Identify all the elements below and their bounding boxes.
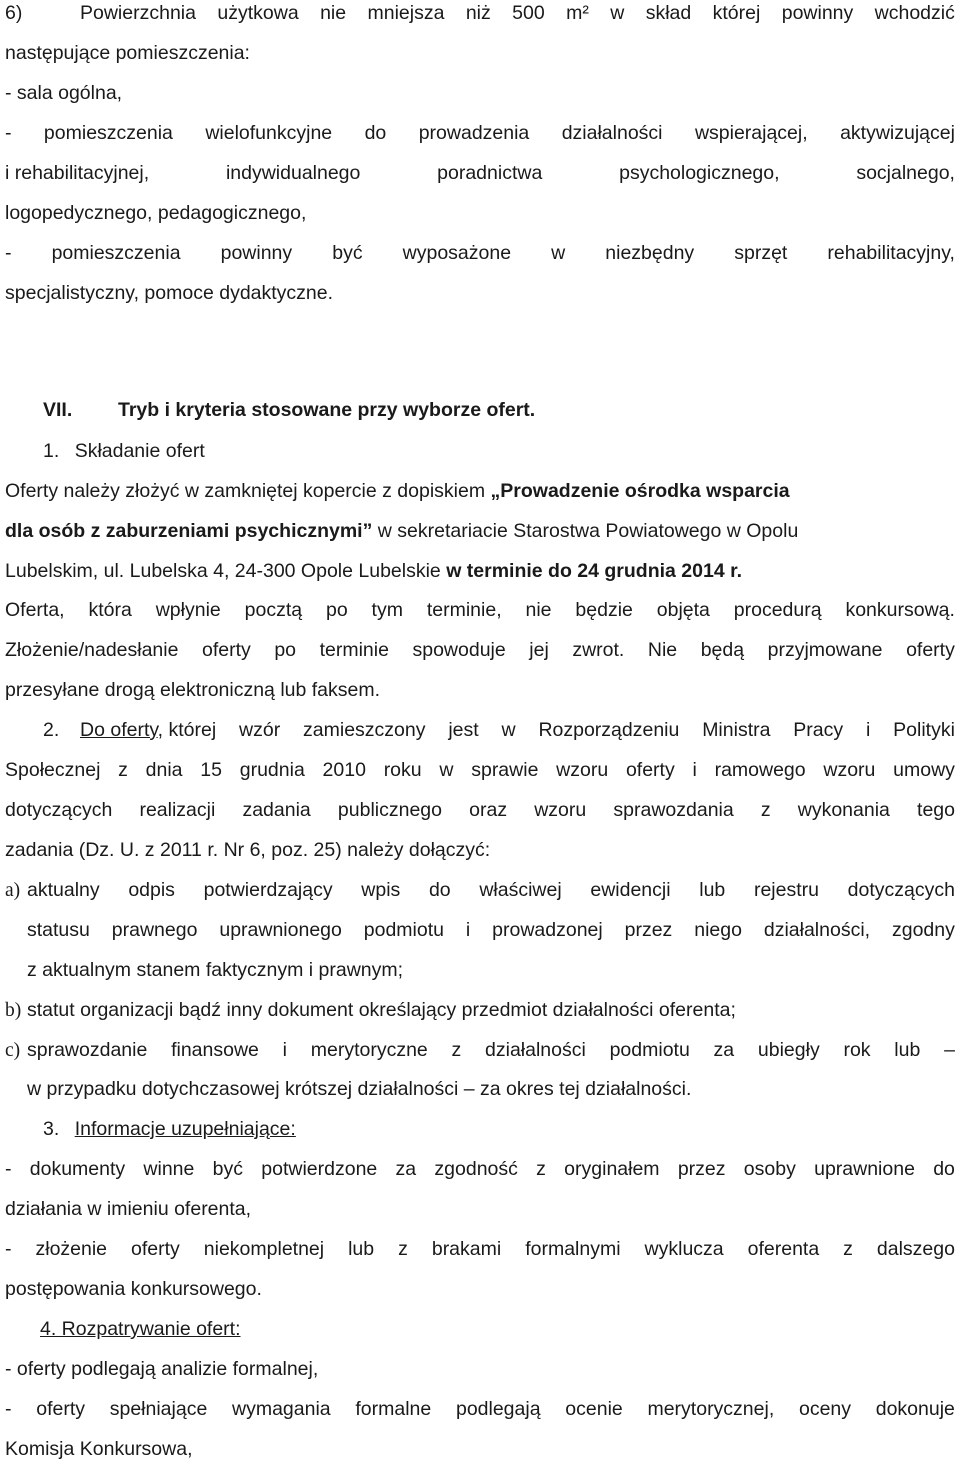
section-7-roman: VII. [43,399,73,421]
word: oferty [625,759,675,781]
word: użytkowa [217,2,299,24]
word: winne [143,1158,195,1180]
word: z [843,1238,853,1260]
section-6-line-4 [5,120,955,146]
word: rok [843,1039,871,1061]
word: po [325,599,348,621]
list-item-a-line-2 [27,917,955,943]
word: oferty [906,639,955,661]
word: powinny [220,242,293,264]
word: socjalnego, [856,162,955,184]
word: zadania [242,799,311,821]
item-2-line-3 [5,797,955,823]
item-1-line-3: Lubelskim, ul. Lubelska 4, 24-300 Opole Lubelskie w terminie do 24 grudnia 2014 r. [5,560,743,582]
word: do [364,122,387,144]
word: i [282,1039,287,1061]
word: z [536,1158,546,1180]
list-item-c-line-2: w przypadku dotychczasowej krótszej działalności – za okres tej działalności. [27,1078,692,1100]
word: sprawie [471,759,539,781]
word: 500 [512,2,545,24]
item-1-line-6: przesyłane drogą elektroniczną lub faksem. [5,679,381,701]
word: prowadzonej [492,919,603,941]
word: Złożenie/nadesłanie [5,639,179,661]
word: grudnia [239,759,305,781]
word: wymagania [232,1398,331,1420]
word: statusu [27,919,90,941]
word: potwierdzający [203,879,333,901]
word: Powierzchnia [80,2,196,24]
word: nie [525,599,552,621]
word: spełniające [109,1398,208,1420]
item-3-line-3 [5,1236,955,1262]
word: i [692,759,697,781]
item-1-line-5 [5,637,955,663]
item-1-number: 1. [43,440,60,462]
word: wzoru [823,759,876,781]
section-7-title: Tryb i kryteria stosowane przy wyborze ofert. [118,399,536,421]
word: podmiotu [609,1039,690,1061]
word: nie [320,2,347,24]
word: sprawozdanie [27,1039,148,1061]
word: której [712,2,761,24]
word: pomieszczenia [43,122,173,144]
section-6-line-2: następujące pomieszczenia: [5,42,250,64]
word: Społecznej [5,759,101,781]
word: dokonuje [875,1398,955,1420]
word: 2010 [322,759,366,781]
item-2-line-2 [5,757,955,783]
word: ramowego [714,759,806,781]
item-3-heading [43,1116,955,1142]
item-1-title: Składanie ofert [74,440,205,462]
item-2-title: Do oferty [80,719,158,741]
list-item-a [5,877,955,904]
item-4-line-3: Komisja Konkursowa, [5,1438,193,1460]
word: uprawnionego [219,919,342,941]
word: 15 [200,759,222,781]
word: wpłynie [155,599,221,621]
word: niezbędny [605,242,695,264]
item-4-line-2 [5,1396,955,1422]
list-item-c [5,1037,955,1064]
word: oryginałem [564,1158,660,1180]
word: właściwej [479,879,562,901]
word: skład [645,2,692,24]
item-3-title: Informacje uzupełniające: [74,1118,296,1140]
word: wzoru [534,799,587,821]
word: i rehabilitacyjnej, [5,162,150,184]
word: odpis [128,879,175,901]
word: prowadzenia [418,122,530,144]
word: lub [699,879,726,901]
word: rejestru [753,879,819,901]
word: niego [694,919,742,941]
word: z [451,1039,462,1061]
word: dotyczących [847,879,955,901]
word: dotyczących [5,799,113,821]
item-4-line-1: - oferty podlegają analizie formalnej, [5,1358,319,1380]
word: podmiotu [363,919,444,941]
item-1-heading [43,438,955,464]
word: osoby [743,1158,796,1180]
word: – [944,1039,955,1061]
word: przez [677,1158,726,1180]
word: merytorycznej, [647,1398,775,1420]
word: zwrot. [572,639,625,661]
word: rehabilitacyjny, [827,242,955,264]
word: publicznego [337,799,442,821]
word: przez [624,919,673,941]
item-3-line-2: działania w imieniu oferenta, [5,1198,252,1220]
word: zgodność [434,1158,518,1180]
word: być [212,1158,243,1180]
word: konkursową. [845,599,955,621]
list-label-a: a) [5,880,21,901]
word: oferty [36,1398,85,1420]
word: - [5,122,12,144]
word: wspierającej, [694,122,808,144]
word: wpis [361,879,401,901]
item-2-line-1: 2. Do oferty, której wzór zamieszczony jest w Rozporządzeniu Ministra Pracy i Polityki [43,719,955,741]
word: działalności [561,122,663,144]
word: aktywizującej [840,122,955,144]
word: brakami [431,1238,502,1260]
word: powinny [781,2,854,24]
word: za [713,1039,735,1061]
list-item-a-line-3: z aktualnym stanem faktycznym i prawnym; [27,959,404,981]
word: - [5,242,12,264]
section-6-line-3: - sala ogólna, [5,82,123,104]
word: ubiegły [757,1039,820,1061]
word: umowy [893,759,955,781]
word: formalnymi [525,1238,621,1260]
item-1-line-2: dla osób z zaburzeniami psychicznymi” w sekretariacie Starostwa Powiatowego w Opolu [5,520,799,542]
list-label-b: b) [5,1000,22,1021]
word: spowoduje [412,639,506,661]
word: działalności [485,1039,586,1061]
word: finansowe [171,1039,259,1061]
word: ocenie [565,1398,623,1420]
word: działalności, [763,919,871,941]
word: i [465,919,471,941]
word: oferenta [747,1238,820,1260]
word: będzie [575,599,633,621]
list-label-c: c) [5,1040,21,1061]
item-4-heading: 4. Rozpatrywanie ofert: [40,1318,241,1340]
section-6-line-7 [5,240,955,266]
word: wielofunkcyjne [205,122,333,144]
word: w [439,759,454,781]
item-2-line-4: zadania (Dz. U. z 2011 r. Nr 6, poz. 25) należy dołączyć: [5,839,491,861]
word: do [428,879,451,901]
word: pocztą [244,599,303,621]
word: oferty [131,1238,180,1260]
word: dokumenty [29,1158,126,1180]
word: sprzęt [734,242,788,264]
word: formalne [355,1398,432,1420]
word: wykonania [797,799,890,821]
word: wyposażone [402,242,512,264]
word: jej [529,639,549,661]
word: za [395,1158,417,1180]
word: do [933,1158,955,1180]
section-6-line-8: specjalistyczny, pomoce dydaktyczne. [5,282,334,304]
word: - [5,1398,12,1420]
word: - [5,1158,12,1180]
word: aktualny [27,879,100,901]
word: być [332,242,363,264]
section-7-heading [43,397,955,423]
word: Oferta, [5,599,65,621]
word: tego [917,799,955,821]
word: wchodzić [874,2,955,24]
item-3-line-4: postępowania konkursowego. [5,1278,262,1300]
word: wyklucza [644,1238,724,1260]
word: indywidualnego [225,162,361,184]
word: z [760,799,771,821]
word: która [88,599,132,621]
word: oferty [202,639,251,661]
word: prawnego [111,919,198,941]
word: procedurą [733,599,822,621]
word: roku [383,759,422,781]
word: mniejsza [367,2,445,24]
word: oraz [469,799,508,821]
word: merytoryczne [310,1039,428,1061]
word: w [610,2,625,24]
word: - [5,1238,12,1260]
word: Nie [647,639,678,661]
word: dalszego [876,1238,955,1260]
word: niekompletnej [203,1238,325,1260]
word: oceny [798,1398,852,1420]
word: dnia [145,759,183,781]
item-3-line-1 [5,1156,955,1182]
section-6-line-5 [5,160,955,186]
word: realizacji [139,799,216,821]
word: tym [371,599,403,621]
word: poradnictwa [437,162,543,184]
word: lub [348,1238,375,1260]
word: sprawozdania [613,799,734,821]
item-1-line-1: Oferty należy złożyć w zamkniętej kopercie z dopiskiem „Prowadzenie ośrodka wsparcia [5,480,790,502]
section-6-text [80,0,955,26]
word: po [274,639,297,661]
word: zgodny [891,919,955,941]
word: ewidencji [590,879,671,901]
word: z [118,759,128,781]
section-6-line-1 [5,0,955,26]
word: wzoru [556,759,609,781]
word: przyjmowane [767,639,883,661]
word: będą [700,639,745,661]
word: niż [465,2,491,24]
word: z [398,1238,408,1260]
section-6-number: 6) [5,2,23,24]
word: uprawnione [814,1158,915,1180]
word: złożenie [35,1238,108,1260]
word: podlegają [455,1398,541,1420]
word: lub [894,1039,921,1061]
word: potwierdzone [261,1158,378,1180]
item-3-number: 3. [43,1118,60,1140]
word: pomieszczenia [51,242,181,264]
word: m² [566,2,589,24]
word: psychologicznego, [619,162,780,184]
item-2-number: 2. [43,719,60,741]
list-item-b: b) statut organizacji bądź inny dokument określający przedmiot działalności oferenta; [5,999,736,1021]
word: objęta [656,599,710,621]
item-1-line-4 [5,597,955,623]
section-6-line-6: logopedycznego, pedagogicznego, [5,202,307,224]
word: terminie [319,639,389,661]
word: w [551,242,566,264]
word: terminie, [426,599,502,621]
